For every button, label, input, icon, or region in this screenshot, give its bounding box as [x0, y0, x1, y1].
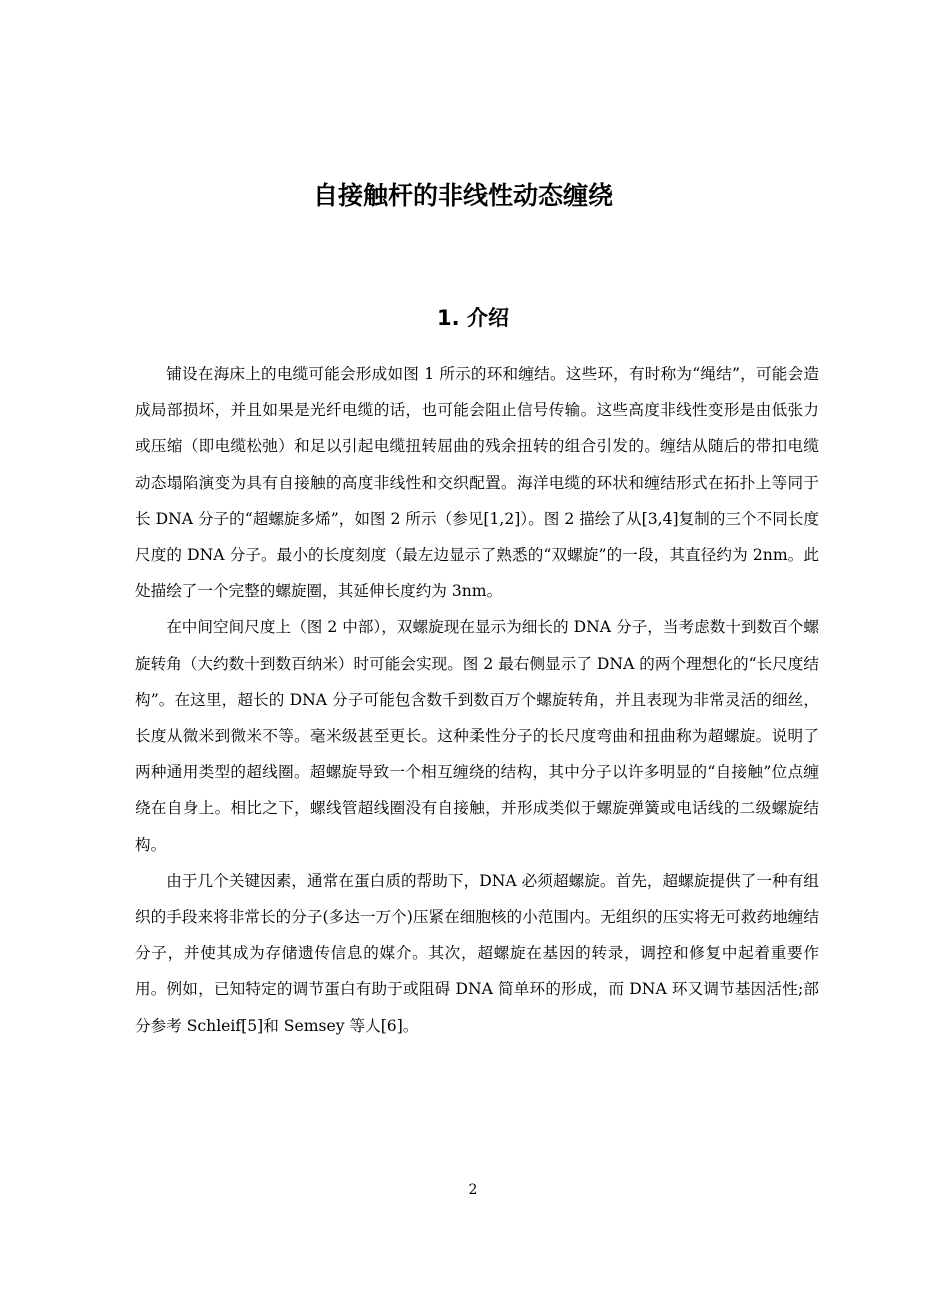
- paragraph-2: 在中间空间尺度上（图 2 中部），双螺旋现在显示为细长的 DNA 分子，当考虑数十到数百个螺旋转角（大约数十到数百纳米）时可能会实现。图 2 最右侧显示了 DNA 的两个理想化的“长尺度结构”。在这里，超长的 DNA 分子可能包含数千到数百万个螺旋转角，并且表现为非常灵活的细丝，长度从微米到微米不等。毫米级甚至更长。这种柔性分子的长尺度弯曲和扭曲称为超螺旋。说明了两种通用类型的超线圈。超螺旋导致一个相互缠绕的结构，其中分子以许多明显的“自接触”位点缠绕在自身上。相比之下，螺线管超线圈没有自接触，并形成类似于螺旋弹簧或电话线的二级螺旋结构。: [135, 618, 819, 854]
- paragraph-1: 铺设在海床上的电缆可能会形成如图 1 所示的环和缠结。这些环，有时称为“绳结”，可能会造成局部损坏，并且如果是光纤电缆的话，也可能会阻止信号传输。这些高度非线性变形是由低张力或压缩（即电缆松弛）和足以引起电缆扭转屈曲的残余扭转的组合引发的。缠结从随后的带扣电缆动态塌陷演变为具有自接触的高度非线性和交织配置。海洋电缆的环状和缠结形式在拓扑上等同于长 DNA 分子的“超螺旋多烯”，如图 2 所示（参见[1,2]）。图 2 描绘了从[3,4]复制的三个不同长度尺度的 DNA 分子。最小的长度刻度（最左边显示了熟悉的“双螺旋”的一段，其直径约为 2nm。此处描绘了一个完整的螺旋圈，其延伸长度约为 3nm。: [135, 365, 819, 601]
- body-text: [135, 356, 819, 1044]
- section-heading-introduction: 1. 介绍: [437, 306, 509, 330]
- document-title: 自接触杆的非线性动态缠绕: [312, 181, 613, 210]
- paragraph-3: 由于几个关键因素，通常在蛋白质的帮助下，DNA 必须超螺旋。首先，超螺旋提供了一种有组织的手段来将非常长的分子(多达一万个)压紧在细胞核的小范围内。无组织的压实将无可救药地缠结分子，并使其成为存储遗传信息的媒介。其次，超螺旋在基因的转录，调控和修复中起着重要作用。例如，已知特定的调节蛋白有助于或阻碍 DNA 简单环的形成，而 DNA 环又调节基因活性;部分参考 Schleif[5]和 Semsey 等人[6]。: [135, 871, 819, 1035]
- page-number: 2: [468, 1182, 478, 1198]
